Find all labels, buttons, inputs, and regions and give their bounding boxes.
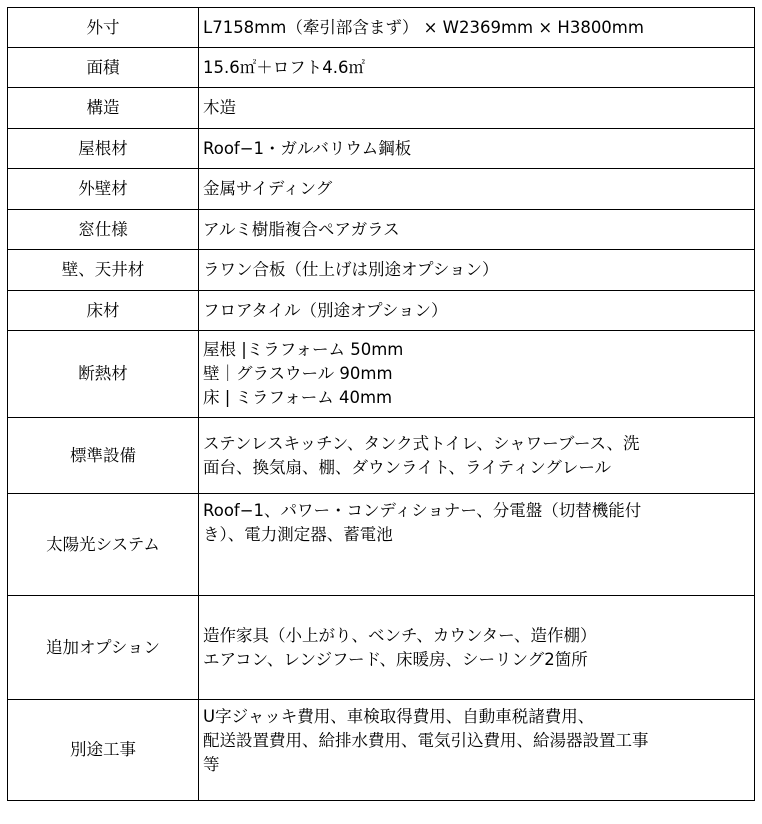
value-line: 面台、換気扇、棚、ダウンライト、ライティングレール [203, 457, 612, 477]
value-line: 等 [203, 755, 220, 774]
row-value-area [199, 48, 755, 88]
value-line: L7158mm（牽引部含まず） × W2369mm × H3800mm [203, 17, 644, 37]
value-line: 15.6㎡＋ロフト4.6㎡ [203, 57, 365, 77]
value-line: 屋根 |ミラフォーム 50mm [203, 340, 404, 359]
row-value-standard-equipment [199, 418, 755, 494]
row-value-structure [199, 88, 755, 129]
value-line: U字ジャッキ費用、車検取得費用、自動車税諸費用、 [203, 707, 595, 726]
table-row [8, 494, 755, 596]
row-label-solar-system: 太陽光システム [8, 494, 199, 596]
row-value-separate-work [199, 700, 755, 801]
table-row [8, 8, 755, 48]
table-row [8, 418, 755, 494]
table-row [8, 210, 755, 250]
value-line: エアコン、レンジフード、床暖房、シーリング2箇所 [203, 649, 588, 669]
row-label-insulation: 断熱材 [8, 331, 199, 418]
row-label-window: 窓仕様 [8, 210, 199, 250]
row-label-area: 面積 [8, 48, 199, 88]
value-line: 配送設置費用、給排水費用、電気引込費用、給湯器設置工事 [203, 731, 649, 750]
value-line: 金属サイディング [203, 179, 333, 198]
table-row [8, 331, 755, 418]
value-line: 壁｜グラスウール 90mm [203, 364, 393, 383]
value-line: フロアタイル（別途オプション） [203, 300, 448, 320]
value-line: 造作家具（小上がり、ベンチ、カウンター、造作棚） [203, 625, 597, 645]
row-value-exterior-wall [199, 169, 755, 210]
row-label-separate-work: 別途工事 [8, 700, 199, 801]
row-value-additional-options [199, 596, 755, 700]
table-row [8, 129, 755, 169]
table-row [8, 48, 755, 88]
value-line: き）、電力測定器、蓄電池 [203, 525, 393, 544]
row-value-wall-ceiling [199, 250, 755, 291]
row-value-floor [199, 291, 755, 331]
row-label-standard-equipment: 標準設備 [8, 418, 199, 494]
value-line: ラワン合板（仕上げは別途オプション） [203, 260, 499, 279]
row-label-floor: 床材 [8, 291, 199, 331]
value-line: ステンレスキッチン、タンク式トイレ、シャワーブース、洗 [203, 433, 640, 453]
row-label-exterior-wall: 外壁材 [8, 169, 199, 210]
table-row [8, 250, 755, 291]
value-line: Roof−1、パワー・コンディショナー、分電盤（切替機能付 [203, 501, 642, 520]
table-row [8, 596, 755, 700]
row-value-window [199, 210, 755, 250]
row-label-wall-ceiling: 壁、天井材 [8, 250, 199, 291]
table-row [8, 291, 755, 331]
row-value-roof-material [199, 129, 755, 169]
row-value-dimensions [199, 8, 755, 48]
row-value-solar-system [199, 494, 755, 596]
value-line: Roof−1・ガルバリウム鋼板 [203, 138, 412, 158]
row-label-structure: 構造 [8, 88, 199, 129]
value-line: アルミ樹脂複合ペアガラス [203, 219, 400, 239]
value-line: 木造 [203, 98, 236, 117]
row-label-additional-options: 追加オプション [8, 596, 199, 700]
spec-table [7, 7, 755, 801]
value-line: 床 | ミラフォーム 40mm [203, 388, 393, 407]
table-row [8, 700, 755, 801]
row-label-dimensions: 外寸 [8, 8, 199, 48]
row-label-roof-material: 屋根材 [8, 129, 199, 169]
table-row [8, 88, 755, 129]
row-value-insulation [199, 331, 755, 418]
table-row [8, 169, 755, 210]
